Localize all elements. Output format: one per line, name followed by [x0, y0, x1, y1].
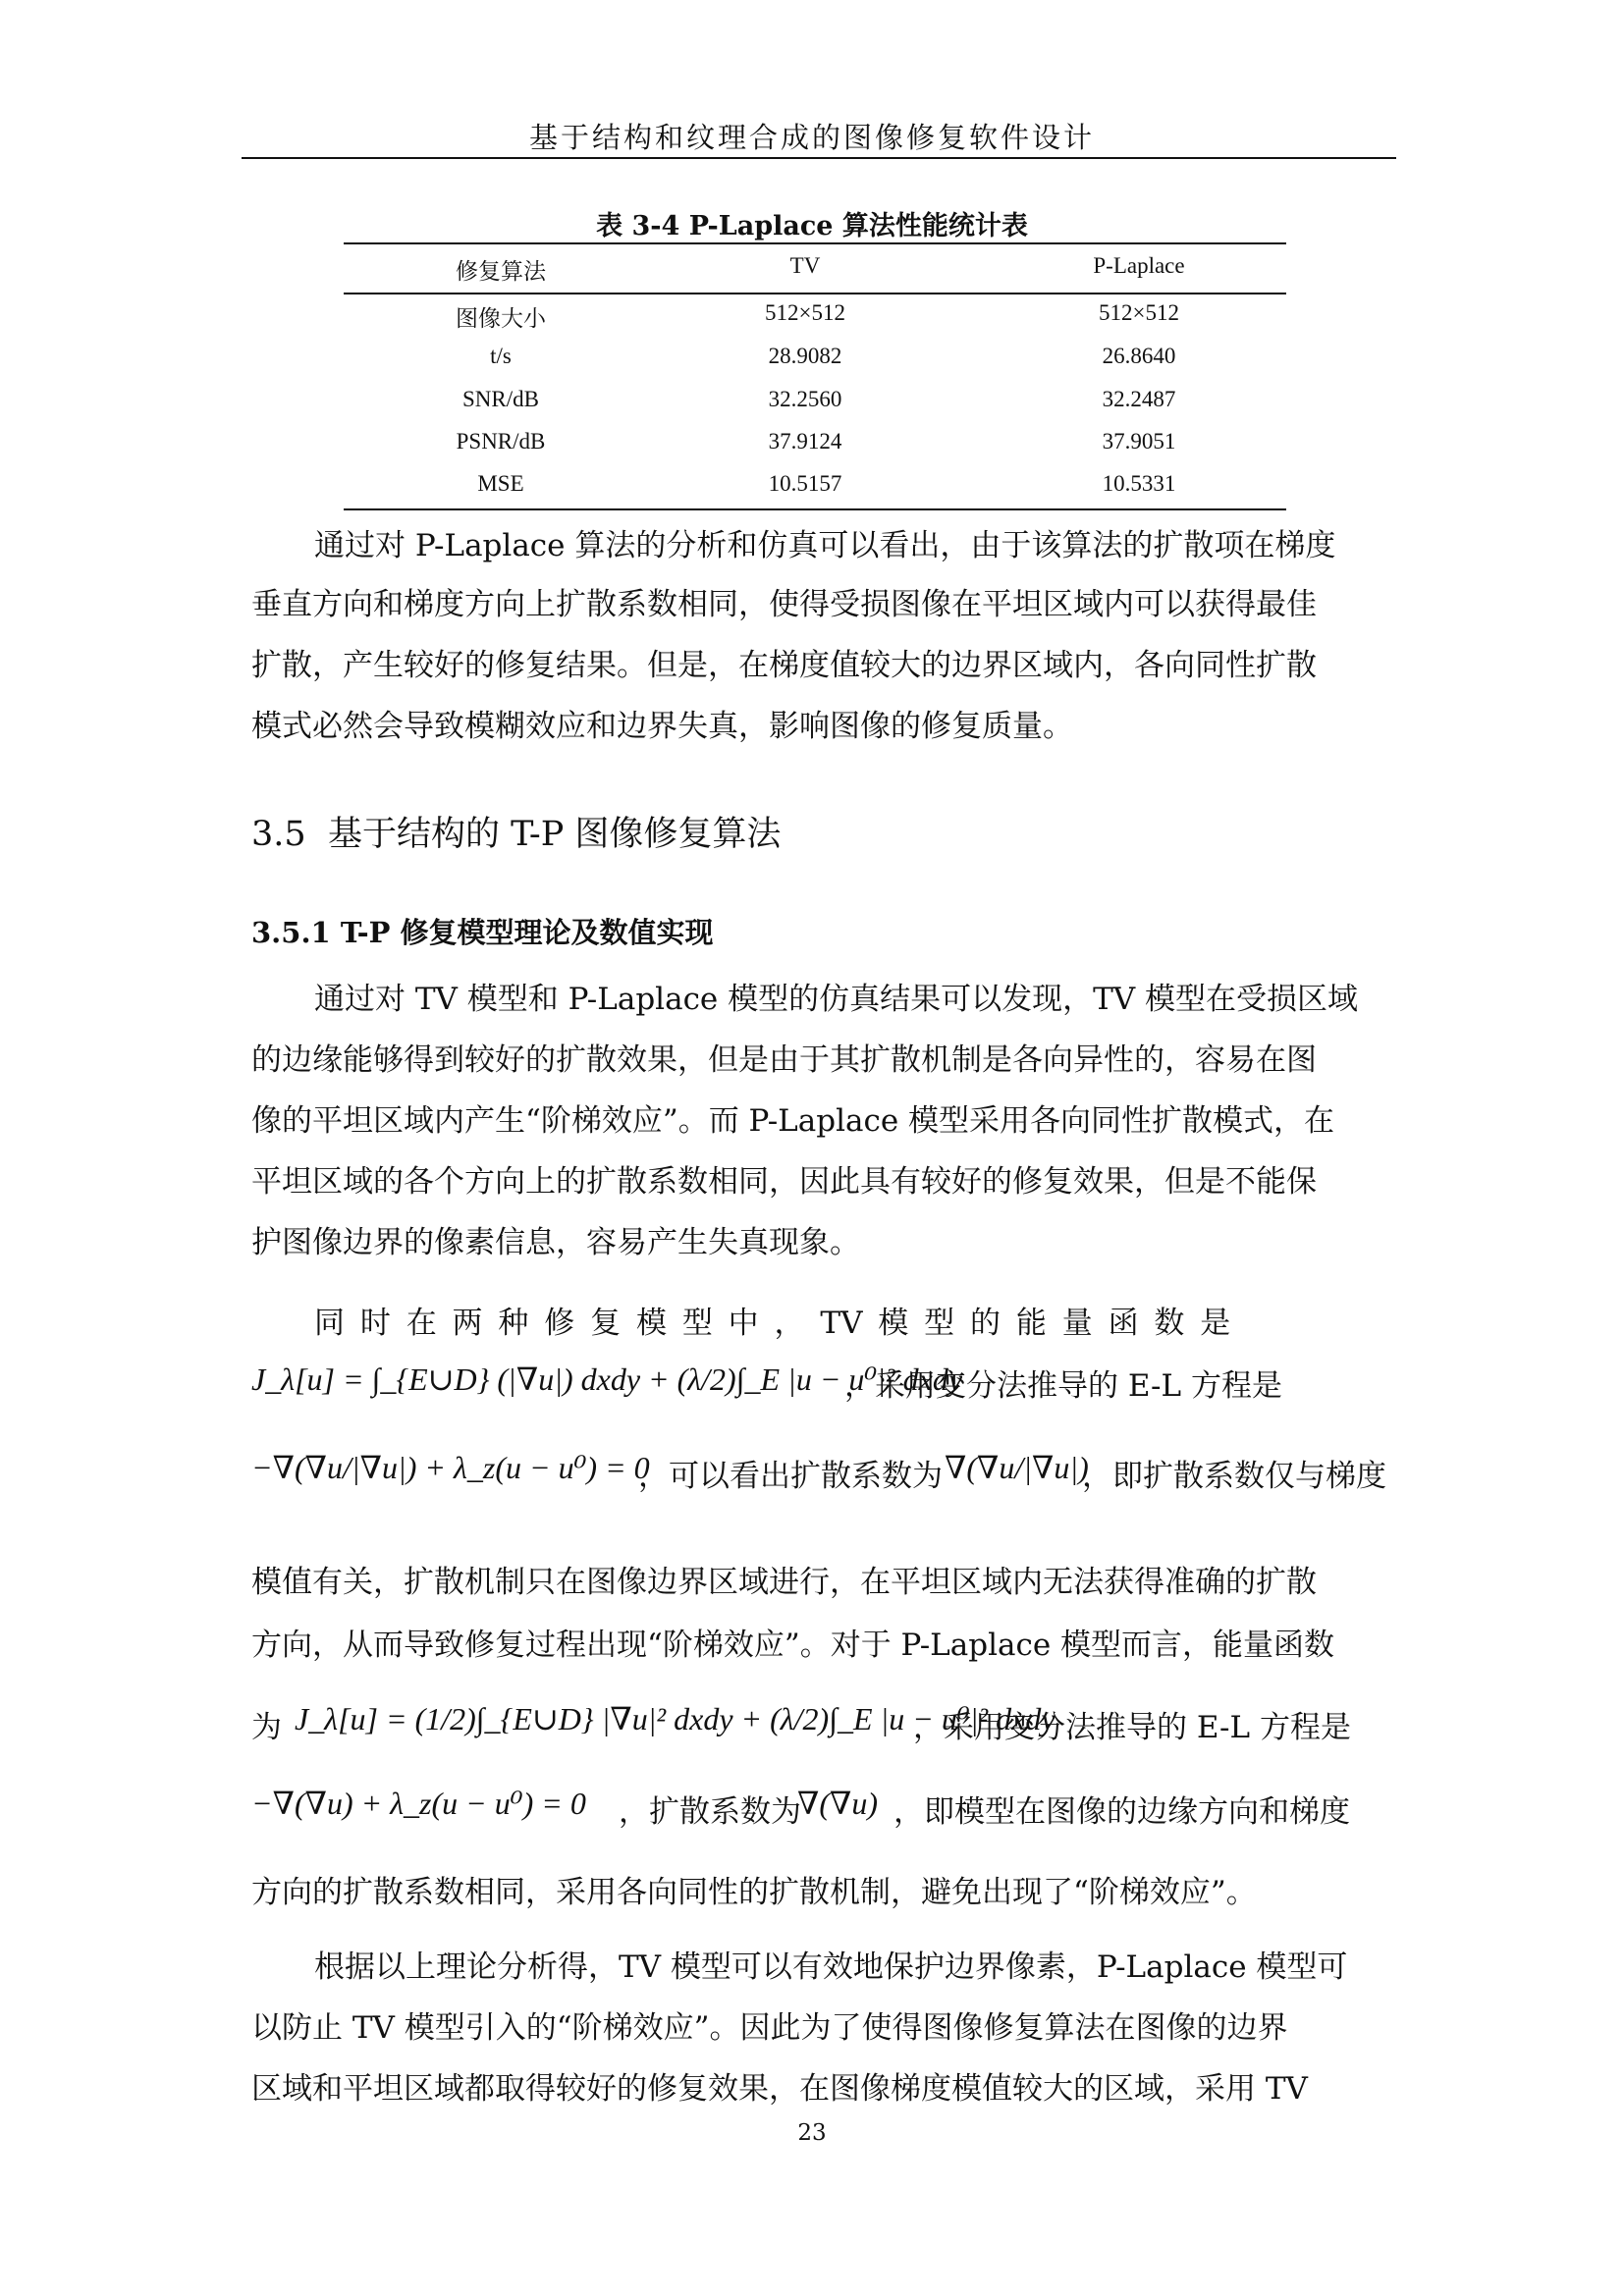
section-heading [251, 807, 781, 856]
paragraph-line: 通过对 P-Laplace 算法的分析和仿真可以看出，由于该算法的扩散项在梯度 [314, 528, 1336, 563]
table-cell: 32.2487 [1102, 387, 1176, 411]
section-number: 3.5 [251, 815, 306, 854]
table-row [0, 344, 1624, 379]
paragraph-line: 模式必然会导致模糊效应和边界失真，影响图像的修复质量。 [251, 709, 1073, 744]
table-cell: 图像大小 [456, 306, 546, 331]
table-cell: 32.2560 [768, 387, 842, 411]
paragraph-line: ，扩散系数为 [619, 1794, 801, 1830]
table-caption: 表 3-4 P-Laplace 算法性能统计表 [596, 211, 1028, 241]
tv-el-equation: −∇(∇u/|∇u|) + λ_z(u − u⁰) = 0 [251, 1450, 650, 1485]
table-cell: SNR/dB [462, 387, 539, 411]
paragraph-line: 垂直方向和梯度方向上扩散系数相同，使得受损图像在平坦区域内可以获得最佳 [251, 587, 1317, 622]
table-cell: 28.9082 [768, 344, 842, 368]
running-header: 基于结构和纹理合成的图像修复软件设计 [528, 121, 1095, 154]
table-cell: 10.5331 [1102, 471, 1176, 496]
paragraph-line: 平坦区域的各个方向上的扩散系数相同，因此具有较好的修复效果，但是不能保 [251, 1164, 1317, 1200]
table-row [0, 471, 1624, 507]
paragraph-line: 方向，从而导致修复过程出现“阶梯效应”。对于 P-Laplace 模型而言，能量函数 [251, 1628, 1335, 1663]
table-row [0, 387, 1624, 422]
paragraph-line: ，即扩散系数仅与梯度 [1082, 1459, 1386, 1494]
page-number: 23 [797, 2120, 827, 2146]
paragraph-line: 的边缘能够得到较好的扩散效果，但是由于其扩散机制是各向异性的，容易在图 [251, 1042, 1317, 1078]
paragraph-line: 同 时 在 两 种 修 复 模 型 中 ， TV 模 型 的 能 量 函 数 是 [314, 1306, 1231, 1341]
table-row [0, 300, 1624, 336]
table-cell: MSE [477, 471, 524, 496]
table-cell: t/s [490, 344, 512, 368]
table-cell: 37.9124 [768, 429, 842, 454]
paragraph-line: 根据以上理论分析得，TV 模型可以有效地保护边界像素，P-Laplace 模型可 [314, 1949, 1348, 1985]
paragraph-line: 以防止 TV 模型引入的“阶梯效应”。因此为了使得图像修复算法在图像的边界 [251, 2010, 1288, 2046]
paragraph-line: 区域和平坦区域都取得较好的修复效果，在图像梯度模值较大的区域，采用 TV [251, 2071, 1308, 2107]
table-top-rule [344, 242, 1286, 244]
subsection-heading: 3.5.1 T-P 修复模型理论及数值实现 [251, 916, 714, 949]
table-cell: 10.5157 [768, 471, 842, 496]
table-cell: 512×512 [765, 300, 845, 325]
paragraph-line: 为 [251, 1710, 282, 1745]
paragraph-line: 护图像边界的像素信息，容易产生失真现象。 [251, 1225, 860, 1260]
table-header-row [0, 253, 1624, 289]
table-row [0, 429, 1624, 464]
tv-energy-equation: J_λ[u] = ∫_{E∪D} (|∇u|) dxdy + (λ/2)∫_E |u − u⁰|² dxdy [251, 1362, 963, 1397]
section-title: 基于结构的 T-P 图像修复算法 [327, 815, 782, 854]
paragraph-line: ，可以看出扩散系数为 [638, 1459, 943, 1494]
paragraph-line: ，采用变分法推导的 E-L 方程是 [844, 1368, 1282, 1404]
table-bottom-rule [344, 508, 1286, 510]
header-rule [242, 157, 1396, 159]
paragraph-line: 方向的扩散系数相同，采用各向同性的扩散机制，避免出现了“阶梯效应”。 [251, 1875, 1257, 1910]
table-cell: 26.8640 [1102, 344, 1176, 368]
paragraph-line: ，即模型在图像的边缘方向和梯度 [893, 1794, 1350, 1830]
paragraph-line: 扩散，产生较好的修复结果。但是，在梯度值较大的边界区域内，各向同性扩散 [251, 648, 1317, 683]
plaplace-energy-equation: J_λ[u] = (1/2)∫_{E∪D} |∇u|² dxdy + (λ/2)∫_E |u − u⁰|² dxdy [295, 1701, 1056, 1736]
paragraph-line: 像的平坦区域内产生“阶梯效应”。而 P-Laplace 模型采用各向同性扩散模式，在 [251, 1103, 1335, 1139]
tv-diffusion-coefficient: ∇(∇u/|∇u|) [945, 1450, 1089, 1485]
paragraph-line: ，采用变分法推导的 E-L 方程是 [913, 1710, 1351, 1745]
plaplace-el-equation: −∇(∇u) + λ_z(u − u⁰) = 0 [251, 1786, 586, 1821]
paragraph-line: 通过对 TV 模型和 P-Laplace 模型的仿真结果可以发现，TV 模型在受损区域 [314, 982, 1359, 1017]
paragraph-line: 模值有关，扩散机制只在图像边界区域进行，在平坦区域内无法获得准确的扩散 [251, 1565, 1317, 1600]
table-mid-rule [344, 293, 1286, 294]
plaplace-diffusion-coefficient: ∇(∇u) [797, 1786, 878, 1821]
table-cell: 37.9051 [1102, 429, 1176, 454]
table-cell: 512×512 [1099, 300, 1179, 325]
table-header-cell: P-Laplace [1093, 253, 1185, 278]
table-header-cell: TV [789, 253, 821, 278]
table-header-cell: 修复算法 [456, 259, 546, 284]
table-cell: PSNR/dB [456, 429, 546, 454]
